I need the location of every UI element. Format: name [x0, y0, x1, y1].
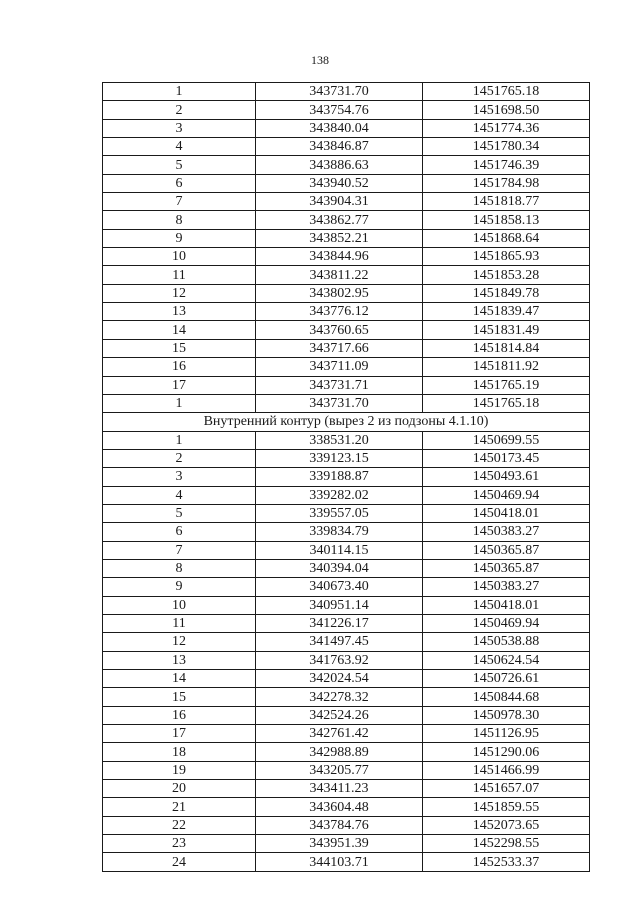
y-coordinate-cell: 1451814.84 [423, 339, 590, 357]
table-row [103, 761, 590, 779]
y-coordinate-cell: 1451765.18 [423, 83, 590, 101]
y-coordinate-cell: 1451784.98 [423, 174, 590, 192]
y-coordinate-cell: 1450383.27 [423, 523, 590, 541]
table-row [103, 559, 590, 577]
x-coordinate-cell: 343940.52 [256, 174, 423, 192]
point-number-cell: 20 [103, 780, 256, 798]
x-coordinate-cell: 343711.09 [256, 358, 423, 376]
y-coordinate-cell: 1452298.55 [423, 835, 590, 853]
x-coordinate-cell: 343776.12 [256, 303, 423, 321]
point-number-cell: 5 [103, 504, 256, 522]
x-coordinate-cell: 339834.79 [256, 523, 423, 541]
table-row [103, 119, 590, 137]
x-coordinate-cell: 343951.39 [256, 835, 423, 853]
table-row [103, 174, 590, 192]
point-number-cell: 7 [103, 193, 256, 211]
y-coordinate-cell: 1450469.94 [423, 486, 590, 504]
table-row [103, 633, 590, 651]
x-coordinate-cell: 340114.15 [256, 541, 423, 559]
coordinates-table [102, 82, 590, 872]
coordinates-table-body [103, 83, 590, 872]
point-number-cell: 6 [103, 523, 256, 541]
y-coordinate-cell: 1450844.68 [423, 688, 590, 706]
point-number-cell: 15 [103, 688, 256, 706]
table-row [103, 853, 590, 871]
x-coordinate-cell: 343731.70 [256, 394, 423, 412]
table-row [103, 780, 590, 798]
x-coordinate-cell: 343846.87 [256, 138, 423, 156]
x-coordinate-cell: 343852.21 [256, 229, 423, 247]
x-coordinate-cell: 344103.71 [256, 853, 423, 871]
x-coordinate-cell: 343760.65 [256, 321, 423, 339]
y-coordinate-cell: 1450173.45 [423, 449, 590, 467]
y-coordinate-cell: 1451818.77 [423, 193, 590, 211]
y-coordinate-cell: 1451858.13 [423, 211, 590, 229]
point-number-cell: 2 [103, 449, 256, 467]
y-coordinate-cell: 1451839.47 [423, 303, 590, 321]
point-number-cell: 24 [103, 853, 256, 871]
point-number-cell: 17 [103, 376, 256, 394]
table-row [103, 835, 590, 853]
x-coordinate-cell: 342024.54 [256, 670, 423, 688]
table-row [103, 266, 590, 284]
point-number-cell: 3 [103, 119, 256, 137]
point-number-cell: 12 [103, 633, 256, 651]
x-coordinate-cell: 339282.02 [256, 486, 423, 504]
x-coordinate-cell: 343802.95 [256, 284, 423, 302]
point-number-cell: 5 [103, 156, 256, 174]
x-coordinate-cell: 340394.04 [256, 559, 423, 577]
table-row [103, 614, 590, 632]
y-coordinate-cell: 1451466.99 [423, 761, 590, 779]
y-coordinate-cell: 1450699.55 [423, 431, 590, 449]
point-number-cell: 10 [103, 596, 256, 614]
point-number-cell: 3 [103, 468, 256, 486]
y-coordinate-cell: 1451780.34 [423, 138, 590, 156]
table-row [103, 248, 590, 266]
x-coordinate-cell: 343886.63 [256, 156, 423, 174]
table-row [103, 449, 590, 467]
point-number-cell: 16 [103, 706, 256, 724]
table-row [103, 321, 590, 339]
y-coordinate-cell: 1450365.87 [423, 559, 590, 577]
table-row [103, 284, 590, 302]
x-coordinate-cell: 343604.48 [256, 798, 423, 816]
table-row [103, 706, 590, 724]
y-coordinate-cell: 1451657.07 [423, 780, 590, 798]
point-number-cell: 9 [103, 229, 256, 247]
y-coordinate-cell: 1450624.54 [423, 651, 590, 669]
table-row [103, 523, 590, 541]
table-row [103, 541, 590, 559]
point-number-cell: 15 [103, 339, 256, 357]
table-row [103, 211, 590, 229]
x-coordinate-cell: 343411.23 [256, 780, 423, 798]
table-row [103, 229, 590, 247]
point-number-cell: 8 [103, 211, 256, 229]
x-coordinate-cell: 343731.71 [256, 376, 423, 394]
point-number-cell: 2 [103, 101, 256, 119]
y-coordinate-cell: 1451126.95 [423, 725, 590, 743]
point-number-cell: 11 [103, 614, 256, 632]
point-number-cell: 8 [103, 559, 256, 577]
table-row [103, 468, 590, 486]
point-number-cell: 1 [103, 431, 256, 449]
table-row [103, 725, 590, 743]
x-coordinate-cell: 343731.70 [256, 83, 423, 101]
point-number-cell: 18 [103, 743, 256, 761]
page-number: 138 [311, 53, 329, 67]
point-number-cell: 13 [103, 303, 256, 321]
y-coordinate-cell: 1451859.55 [423, 798, 590, 816]
table-row [103, 431, 590, 449]
y-coordinate-cell: 1450469.94 [423, 614, 590, 632]
x-coordinate-cell: 343811.22 [256, 266, 423, 284]
table-row [103, 394, 590, 412]
table-row [103, 743, 590, 761]
point-number-cell: 17 [103, 725, 256, 743]
y-coordinate-cell: 1452533.37 [423, 853, 590, 871]
y-coordinate-cell: 1451849.78 [423, 284, 590, 302]
x-coordinate-cell: 339557.05 [256, 504, 423, 522]
y-coordinate-cell: 1450978.30 [423, 706, 590, 724]
point-number-cell: 7 [103, 541, 256, 559]
point-number-cell: 4 [103, 138, 256, 156]
x-coordinate-cell: 343784.76 [256, 816, 423, 834]
section-header-row [103, 413, 590, 431]
table-row [103, 504, 590, 522]
table-row [103, 816, 590, 834]
table-row [103, 798, 590, 816]
point-number-cell: 21 [103, 798, 256, 816]
x-coordinate-cell: 343840.04 [256, 119, 423, 137]
point-number-cell: 9 [103, 578, 256, 596]
x-coordinate-cell: 343205.77 [256, 761, 423, 779]
x-coordinate-cell: 342761.42 [256, 725, 423, 743]
point-number-cell: 1 [103, 394, 256, 412]
point-number-cell: 4 [103, 486, 256, 504]
y-coordinate-cell: 1450493.61 [423, 468, 590, 486]
table-row [103, 358, 590, 376]
point-number-cell: 1 [103, 83, 256, 101]
x-coordinate-cell: 343904.31 [256, 193, 423, 211]
table-row [103, 156, 590, 174]
x-coordinate-cell: 341497.45 [256, 633, 423, 651]
y-coordinate-cell: 1451290.06 [423, 743, 590, 761]
point-number-cell: 16 [103, 358, 256, 376]
y-coordinate-cell: 1450383.27 [423, 578, 590, 596]
table-row [103, 688, 590, 706]
x-coordinate-cell: 340951.14 [256, 596, 423, 614]
point-number-cell: 13 [103, 651, 256, 669]
y-coordinate-cell: 1450726.61 [423, 670, 590, 688]
y-coordinate-cell: 1451868.64 [423, 229, 590, 247]
x-coordinate-cell: 338531.20 [256, 431, 423, 449]
y-coordinate-cell: 1451774.36 [423, 119, 590, 137]
section-title: Внутренний контур (вырез 2 из подзоны 4.1.10) [103, 413, 590, 431]
y-coordinate-cell: 1451811.92 [423, 358, 590, 376]
y-coordinate-cell: 1451831.49 [423, 321, 590, 339]
x-coordinate-cell: 342278.32 [256, 688, 423, 706]
x-coordinate-cell: 340673.40 [256, 578, 423, 596]
table-row [103, 578, 590, 596]
point-number-cell: 23 [103, 835, 256, 853]
point-number-cell: 14 [103, 321, 256, 339]
y-coordinate-cell: 1450418.01 [423, 504, 590, 522]
y-coordinate-cell: 1451765.19 [423, 376, 590, 394]
y-coordinate-cell: 1452073.65 [423, 816, 590, 834]
x-coordinate-cell: 343862.77 [256, 211, 423, 229]
x-coordinate-cell: 343844.96 [256, 248, 423, 266]
x-coordinate-cell: 341226.17 [256, 614, 423, 632]
point-number-cell: 6 [103, 174, 256, 192]
table-row [103, 83, 590, 101]
point-number-cell: 22 [103, 816, 256, 834]
table-row [103, 596, 590, 614]
y-coordinate-cell: 1451853.28 [423, 266, 590, 284]
x-coordinate-cell: 343717.66 [256, 339, 423, 357]
point-number-cell: 14 [103, 670, 256, 688]
point-number-cell: 10 [103, 248, 256, 266]
y-coordinate-cell: 1451865.93 [423, 248, 590, 266]
table-row [103, 101, 590, 119]
table-row [103, 376, 590, 394]
point-number-cell: 11 [103, 266, 256, 284]
x-coordinate-cell: 342988.89 [256, 743, 423, 761]
table-row [103, 670, 590, 688]
y-coordinate-cell: 1450365.87 [423, 541, 590, 559]
x-coordinate-cell: 342524.26 [256, 706, 423, 724]
x-coordinate-cell: 339123.15 [256, 449, 423, 467]
y-coordinate-cell: 1451765.18 [423, 394, 590, 412]
x-coordinate-cell: 339188.87 [256, 468, 423, 486]
table-row [103, 651, 590, 669]
x-coordinate-cell: 343754.76 [256, 101, 423, 119]
table-row [103, 486, 590, 504]
y-coordinate-cell: 1450538.88 [423, 633, 590, 651]
y-coordinate-cell: 1450418.01 [423, 596, 590, 614]
y-coordinate-cell: 1451746.39 [423, 156, 590, 174]
x-coordinate-cell: 341763.92 [256, 651, 423, 669]
point-number-cell: 19 [103, 761, 256, 779]
table-row [103, 339, 590, 357]
table-row [103, 138, 590, 156]
point-number-cell: 12 [103, 284, 256, 302]
table-row [103, 193, 590, 211]
y-coordinate-cell: 1451698.50 [423, 101, 590, 119]
table-row [103, 303, 590, 321]
